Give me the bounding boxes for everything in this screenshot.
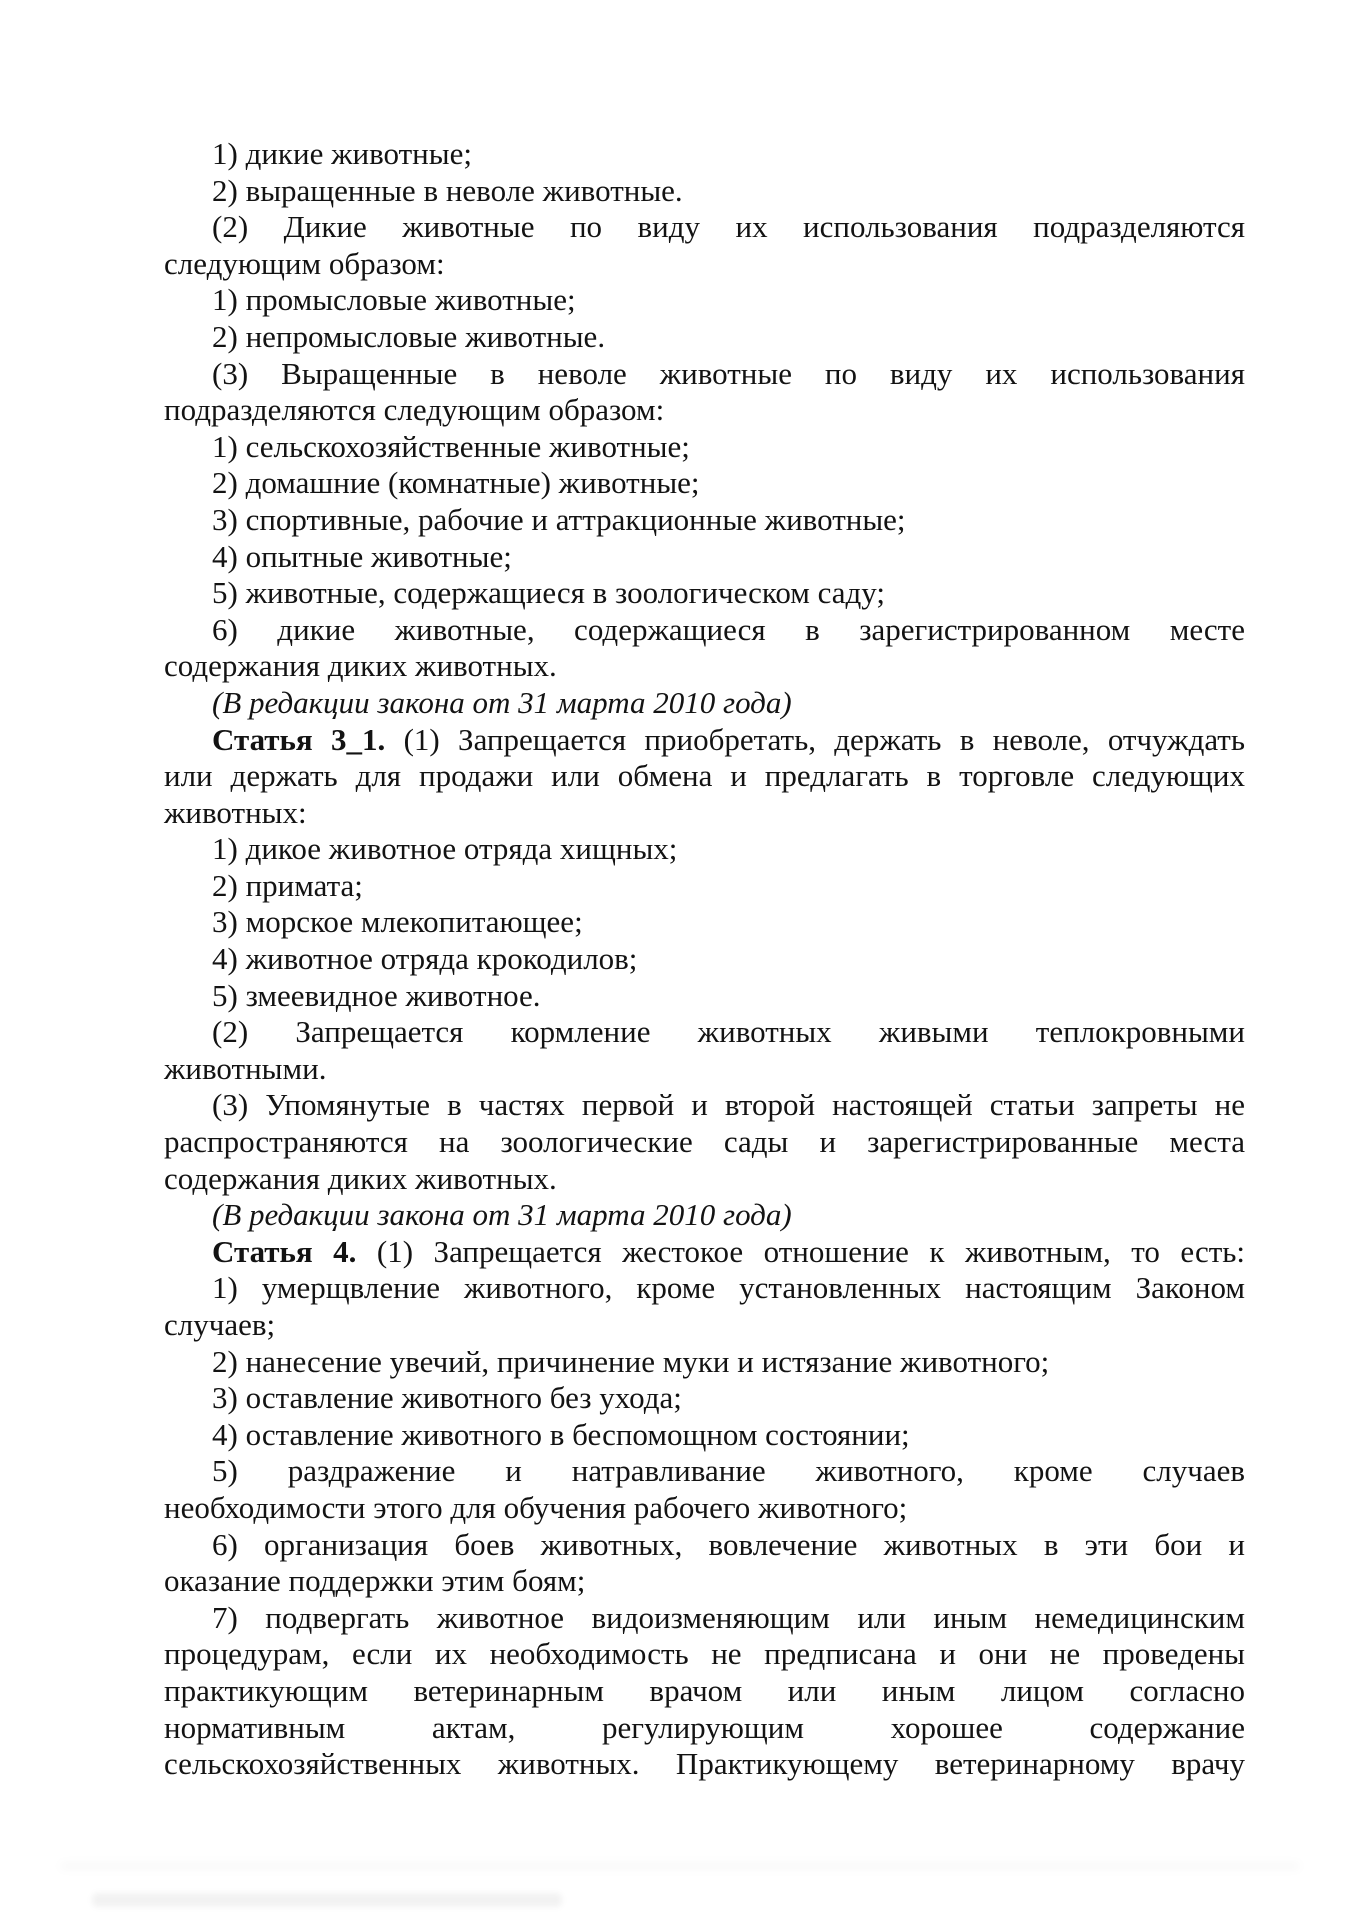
text-line: 1) промысловые животные; — [212, 282, 576, 318]
text-line: 3) морское млекопитающее; — [212, 904, 583, 940]
text-line: содержания диких животных. — [164, 1160, 557, 1196]
text-line: содержания диких животных. — [164, 648, 557, 684]
text-line: 4) опытные животные; — [212, 538, 512, 574]
text-line: практикующим ветеринарным врачом или иным лицом согласно — [164, 1672, 1245, 1708]
scan-artifact — [60, 1862, 1300, 1870]
article-3_1-heading-line: Статья 3_1. (1) Запрещается приобретать, держать в неволе, отчуждать — [212, 721, 1245, 757]
text-line: (3) Выращенные в неволе животные по виду их использования — [212, 355, 1245, 391]
text-line: или держать для продажи или обмена и предлагать в торговле следующих — [164, 758, 1245, 794]
text-line: 1) дикое животное отряда хищных; — [212, 831, 678, 867]
text-line: сельскохозяйственных животных. Практикующему ветеринарному врачу — [164, 1746, 1245, 1782]
text-line: 6) дикие животные, содержащиеся в зарегистрированном месте — [212, 611, 1245, 647]
text-line: (2) Дикие животные по виду их использования подразделяются — [212, 209, 1245, 245]
text-line: 3) оставление животного без ухода; — [212, 1380, 682, 1416]
text-line: подразделяются следующим образом: — [164, 392, 665, 428]
text-line: 5) раздражение и натравливание животного, кроме случаев — [212, 1453, 1245, 1489]
text-line: распространяются на зоологические сады и зарегистрированные места — [164, 1124, 1245, 1160]
text-line: животных: — [164, 794, 307, 830]
text-line: следующим образом: — [164, 245, 445, 281]
text-line: 7) подвергать животное видоизменяющим или иным немедицинским — [212, 1599, 1245, 1635]
edition-note: (В редакции закона от 31 марта 2010 года) — [212, 1197, 792, 1233]
text-line: (3) Упомянутые в частях первой и второй настоящей статьи запреты не — [212, 1087, 1245, 1123]
text-line: оказание поддержки этим боям; — [164, 1563, 586, 1599]
article-number-bold: Статья 4. — [212, 1233, 357, 1269]
text-line: 2) примата; — [212, 867, 363, 903]
text-line: 4) оставление животного в беспомощном состоянии; — [212, 1416, 910, 1452]
text-line: 2) выращенные в неволе животные. — [212, 172, 683, 208]
text-line: 6) организация боев животных, вовлечение животных в эти бои и — [212, 1526, 1245, 1562]
text-line: (2) Запрещается кормление животных живыми теплокровными — [212, 1014, 1245, 1050]
text-line: нормативным актам, регулирующим хорошее содержание — [164, 1709, 1245, 1745]
text-line: 1) дикие животные; — [212, 136, 472, 171]
text-line: необходимости этого для обучения рабочего животного; — [164, 1489, 908, 1525]
text-line: 2) непромысловые животные. — [212, 318, 606, 354]
article-number-bold: Статья 3_1. — [212, 721, 386, 757]
text-line: 5) животные, содержащиеся в зоологическом саду; — [212, 575, 885, 611]
text-line: 5) змеевидное животное. — [212, 977, 541, 1013]
article-4-heading-line: Статья 4. (1) Запрещается жестокое отношение к животным, то есть: — [212, 1233, 1245, 1269]
document-text — [164, 136, 1245, 1783]
text-line: 4) животное отряда крокодилов; — [212, 941, 638, 977]
scan-artifact — [92, 1893, 562, 1907]
text-line: 3) спортивные, рабочие и аттракционные животные; — [212, 501, 906, 537]
text-line: случаев; — [164, 1307, 276, 1342]
text-line: 2) домашние (комнатные) животные; — [212, 465, 700, 501]
text-line: 1) умерщвление животного, кроме установленных настоящим Законом — [212, 1270, 1245, 1306]
text-line: 1) сельскохозяйственные животные; — [212, 428, 690, 464]
text-line: процедурам, если их необходимость не предписана и они не проведены — [164, 1636, 1245, 1672]
text-line: 2) нанесение увечий, причинение муки и истязание животного; — [212, 1343, 1050, 1379]
text-line: животными. — [164, 1050, 327, 1086]
edition-note: (В редакции закона от 31 марта 2010 года) — [212, 684, 792, 720]
